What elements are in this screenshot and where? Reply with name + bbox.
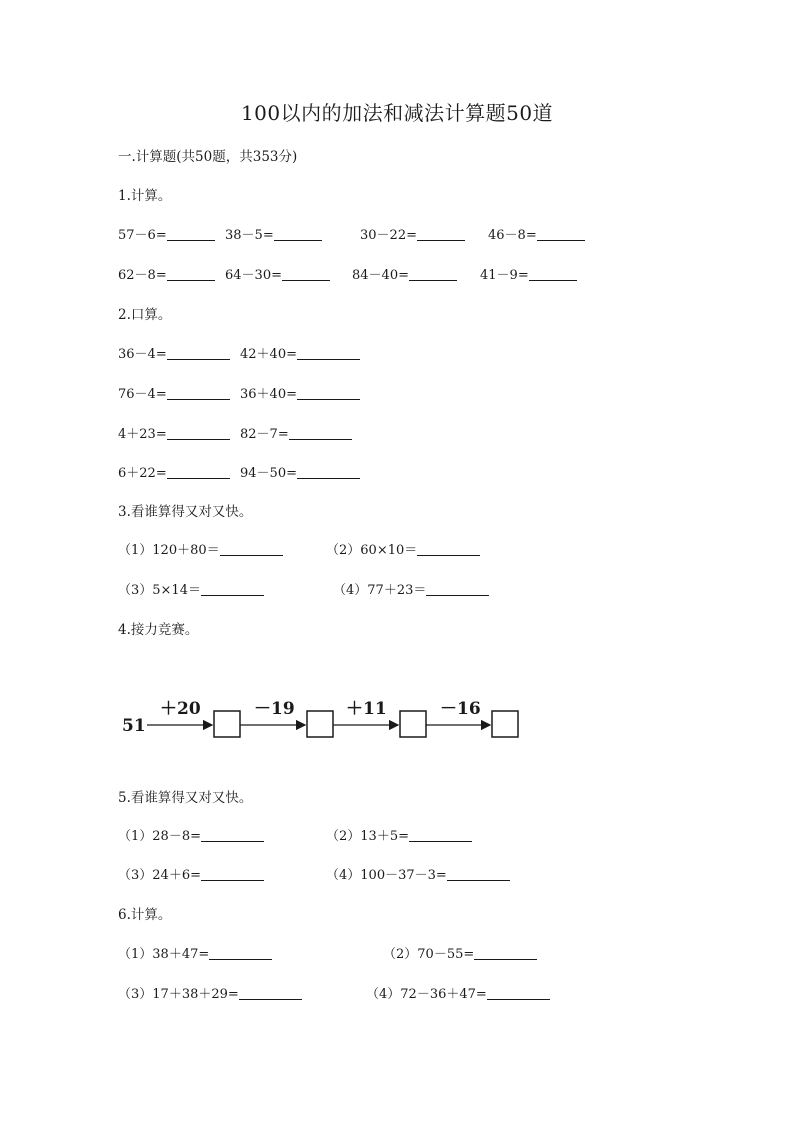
problem-text: （1）120＋80＝ bbox=[118, 543, 220, 558]
answer-blank[interactable] bbox=[201, 829, 264, 842]
answer-blank[interactable] bbox=[426, 583, 489, 596]
q3-heading: 3.看谁算得又对又快。 bbox=[118, 504, 253, 520]
problem-text: 6＋22= bbox=[118, 466, 167, 481]
q6-item bbox=[383, 947, 537, 963]
q1-item bbox=[360, 228, 465, 244]
answer-blank[interactable] bbox=[297, 347, 360, 360]
answer-blank[interactable] bbox=[297, 466, 360, 479]
q2-item bbox=[118, 427, 230, 443]
problem-text: 46－8= bbox=[488, 228, 537, 243]
answer-blank[interactable] bbox=[167, 268, 215, 281]
problem-text: （2）13＋5= bbox=[326, 829, 409, 844]
q1-item bbox=[480, 268, 577, 284]
q3-item bbox=[333, 583, 489, 599]
problem-text: （1）28－8= bbox=[118, 829, 201, 844]
q5-item bbox=[118, 829, 264, 845]
answer-blank[interactable] bbox=[409, 268, 457, 281]
q1-item bbox=[118, 268, 215, 284]
problem-text: （4）100－37－3= bbox=[326, 868, 447, 883]
q3-item bbox=[118, 583, 264, 599]
problem-text: （3）5×14＝ bbox=[118, 583, 201, 598]
answer-blank[interactable] bbox=[220, 543, 283, 556]
relay-answer-box[interactable] bbox=[214, 711, 240, 737]
problem-text: 36－4= bbox=[118, 347, 167, 362]
answer-blank[interactable] bbox=[239, 987, 302, 1000]
q2-item bbox=[118, 387, 230, 403]
relay-operation: ＋20 bbox=[160, 699, 201, 719]
answer-blank[interactable] bbox=[167, 427, 230, 440]
problem-text: 57－6= bbox=[118, 228, 167, 243]
problem-text: （4）72－36＋47= bbox=[366, 987, 487, 1002]
q1-item bbox=[225, 228, 322, 244]
relay-diagram bbox=[118, 690, 538, 750]
answer-blank[interactable] bbox=[487, 987, 550, 1000]
q2-item bbox=[240, 466, 360, 482]
problem-text: （3）17＋38＋29= bbox=[118, 987, 239, 1002]
problem-text: 4＋23= bbox=[118, 427, 167, 442]
problem-text: 64－30= bbox=[225, 268, 282, 283]
answer-blank[interactable] bbox=[282, 268, 330, 281]
relay-start-number: 51 bbox=[122, 716, 146, 736]
answer-blank[interactable] bbox=[474, 947, 537, 960]
relay-answer-box[interactable] bbox=[400, 711, 426, 737]
problem-text: 41－9= bbox=[480, 268, 529, 283]
problem-text: 94－50= bbox=[240, 466, 297, 481]
page-title: 100以内的加法和减法计算题50道 bbox=[240, 101, 554, 125]
q2-item bbox=[118, 466, 230, 482]
answer-blank[interactable] bbox=[297, 387, 360, 400]
problem-text: 62－8= bbox=[118, 268, 167, 283]
relay-operation: －19 bbox=[254, 699, 295, 719]
relay-answer-box[interactable] bbox=[492, 711, 518, 737]
answer-blank[interactable] bbox=[167, 347, 230, 360]
answer-blank[interactable] bbox=[167, 466, 230, 479]
problem-text: （4）77＋23＝ bbox=[333, 583, 427, 598]
q5-heading: 5.看谁算得又对又快。 bbox=[118, 790, 253, 806]
answer-blank[interactable] bbox=[167, 228, 215, 241]
q3-item bbox=[326, 543, 480, 559]
q4-heading: 4.接力竞赛。 bbox=[118, 622, 199, 638]
problem-text: 76－4= bbox=[118, 387, 167, 402]
answer-blank[interactable] bbox=[447, 868, 510, 881]
answer-blank[interactable] bbox=[417, 228, 465, 241]
q2-item bbox=[118, 347, 230, 363]
q5-item bbox=[326, 829, 472, 845]
q3-item bbox=[118, 543, 283, 559]
answer-blank[interactable] bbox=[409, 829, 472, 842]
q1-item bbox=[352, 268, 457, 284]
q6-item bbox=[366, 987, 550, 1003]
q2-item bbox=[240, 427, 352, 443]
section-heading: 一.计算题(共50题，共353分) bbox=[118, 149, 298, 165]
problem-text: 42＋40= bbox=[240, 347, 297, 362]
relay-operation: －16 bbox=[440, 699, 481, 719]
problem-text: 84－40= bbox=[352, 268, 409, 283]
q2-heading: 2.口算。 bbox=[118, 307, 172, 323]
problem-text: （3）24＋6= bbox=[118, 868, 201, 883]
q5-item bbox=[118, 868, 264, 884]
problem-text: 38－5= bbox=[225, 228, 274, 243]
problem-text: （1）38＋47= bbox=[118, 947, 210, 962]
answer-blank[interactable] bbox=[209, 947, 272, 960]
problem-text: 36＋40= bbox=[240, 387, 297, 402]
relay-answer-box[interactable] bbox=[307, 711, 333, 737]
relay-operation: ＋11 bbox=[346, 699, 387, 719]
answer-blank[interactable] bbox=[417, 543, 480, 556]
problem-text: 82－7= bbox=[240, 427, 289, 442]
q1-item bbox=[118, 228, 215, 244]
q5-item bbox=[326, 868, 510, 884]
answer-blank[interactable] bbox=[537, 228, 585, 241]
problem-text: （2）60×10＝ bbox=[326, 543, 418, 558]
q2-item bbox=[240, 347, 360, 363]
q1-item bbox=[488, 228, 585, 244]
q6-item bbox=[118, 987, 302, 1003]
q2-item bbox=[240, 387, 360, 403]
q6-heading: 6.计算。 bbox=[118, 907, 172, 923]
answer-blank[interactable] bbox=[201, 583, 264, 596]
problem-text: （2）70－55= bbox=[383, 947, 475, 962]
answer-blank[interactable] bbox=[274, 228, 322, 241]
answer-blank[interactable] bbox=[201, 868, 264, 881]
problem-text: 30－22= bbox=[360, 228, 417, 243]
answer-blank[interactable] bbox=[289, 427, 352, 440]
q1-item bbox=[225, 268, 330, 284]
q6-item bbox=[118, 947, 272, 963]
answer-blank[interactable] bbox=[529, 268, 577, 281]
answer-blank[interactable] bbox=[167, 387, 230, 400]
q1-heading: 1.计算。 bbox=[118, 188, 172, 204]
